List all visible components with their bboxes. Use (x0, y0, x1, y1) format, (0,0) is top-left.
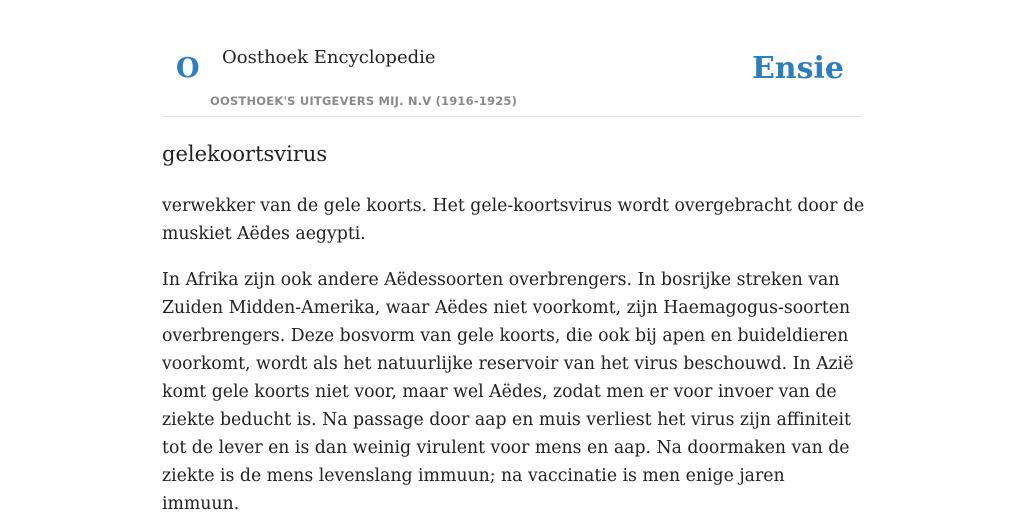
entry-paragraph: In Afrika zijn ook andere Aëdessoorten overbrengers. In bosrijke streken van Zuiden Midden-Amerika, waar Aëdes niet voorkomt, zijn Haemagogus-soorten overbrengers. Deze bosvorm van gele koorts, die ook bij apen en buideldieren voorkomt, wordt als het natuurlijke reservoir van het virus beschouwd. In Azië komt gele koorts niet voor, maar wel Aëdes, zodat men er voor invoer van de ziekte beducht is. Na passage door aap en muis verliest het virus zijn affiniteit tot de lever en is dan weinig virulent voor mens en aap. Na doormaken van de ziekte is de mens levenslang immuun; na vaccinatie is men enige jaren immuun. (162, 270, 854, 512)
publisher-label: OOSTHOEK'S UITGEVERS MIJ. N.V (1916-1925) (210, 94, 518, 108)
entry-paragraph: verwekker van de gele koorts. Het gele-koortsvirus wordt overgebracht door de muskiet Aëdes aegypti. (162, 196, 865, 244)
publication-title[interactable]: Oosthoek Encyclopedie (222, 47, 436, 68)
publication-logo[interactable]: O (176, 53, 200, 84)
ensie-brand-link[interactable]: Ensie (751, 51, 844, 86)
entry-title: gelekoortsvirus (162, 142, 328, 166)
entry-body (162, 192, 866, 512)
publication-header (162, 40, 862, 117)
